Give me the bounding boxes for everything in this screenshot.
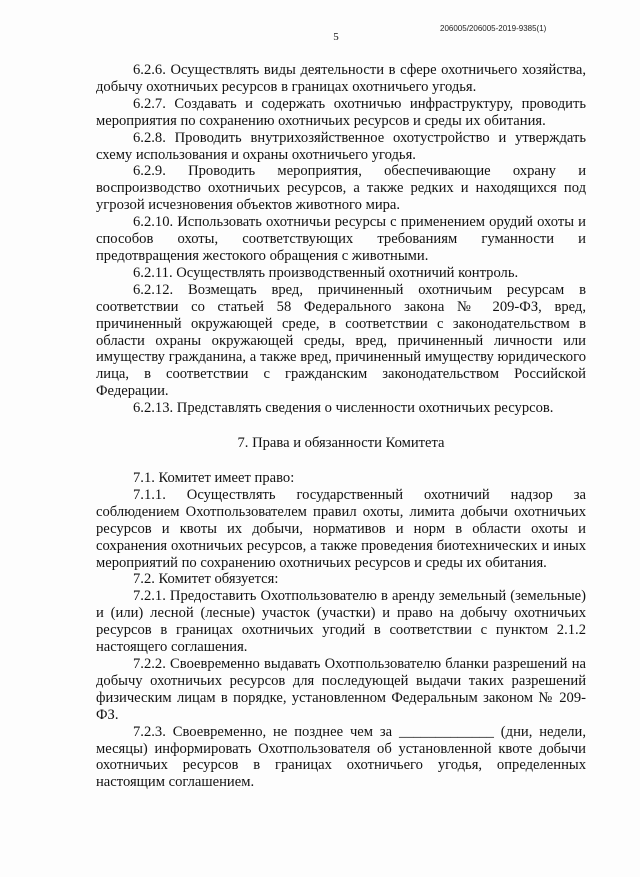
page-number: 5 — [333, 31, 339, 43]
paragraph-6-2-9: 6.2.9. Проводить мероприятия, обеспечивающие охрану и воспроизводство охотничьих ресурсов, а также редких и находящихся под угрозой исчезновения объектов животного мира. — [96, 163, 586, 214]
paragraph-7-1: 7.1. Комитет имеет право: — [133, 470, 295, 487]
paragraph-7-2: 7.2. Комитет обязуется: — [133, 571, 279, 588]
document-body — [96, 62, 586, 791]
paragraph-6-2-8: 6.2.8. Проводить внутрихозяйственное охотустройство и утверждать схему использования и охраны охотничьего угодья. — [96, 129, 586, 163]
paragraph-6-2-7: 6.2.7. Создавать и содержать охотничью инфраструктуру, проводить мероприятия по сохранению охотничьих ресурсов и среды их обитания. — [96, 95, 586, 129]
paragraph-7-2-1: 7.2.1. Предоставить Охотпользователю в аренду земельный (земельные) и (или) лесной (лесные) участок (участки) и право на добычу охотничьих ресурсов в границах охотничьих угодий в соответствии с пунктом 2.1.2 настоящего соглашения. — [96, 588, 586, 656]
paragraph-6-2-13: 6.2.13. Представлять сведения о численности охотничьих ресурсов. — [133, 400, 554, 417]
paragraph-7-2-2: 7.2.2. Своевременно выдавать Охотпользователю бланки разрешений на добычу охотничьих ресурсов для последующей выдачи таких разрешений физическим лицам в порядке, установленном Федеральным законом № 209-ФЗ. — [96, 656, 586, 723]
paragraph-7-2-3: 7.2.3. Своевременно, не позднее чем за _____________ (дни, недели, месяцы) информировать Охотпользователя об установленной квоте добычи охотничьих ресурсов в границах охотничьего угодья, определенных настоящим соглашением. — [96, 723, 586, 791]
paragraph-6-2-11: 6.2.11. Осуществлять производственный охотничий контроль. — [133, 264, 519, 281]
paragraph-6-2-10: 6.2.10. Использовать охотничьи ресурсы с применением орудий охоты и способов охоты, соответствующих требованиям гуманности и предотвращения жестокого обращения с животными. — [96, 214, 586, 264]
paragraph-7-1-1: 7.1.1. Осуществлять государственный охотничий надзор за соблюдением Охотпользователем правил охоты, лимита добычи охотничьих ресурсов и квоты их добычи, нормативов и норм в области охоты и сохранения охотничьих ресурсов, а также проведения биотехнических и иных мероприятий по сохранению охотничьих ресурсов и среды их обитания. — [96, 486, 586, 571]
paragraph-6-2-6: 6.2.6. Осуществлять виды деятельности в сфере охотничьего хозяйства, добычу охотничьих ресурсов в границах охотничьего угодья. — [96, 62, 586, 95]
document-id: 206005/206005-2019-9385(1) — [440, 24, 547, 33]
paragraph-6-2-12: 6.2.12. Возмещать вред, причиненный охотничьим ресурсам в соответствии со статьей 58 Федерального закона № 209-ФЗ, вред, причиненный окружающей среде, в соответствии с законодательством в области охраны окружающей среды, вред, причиненный личности или имуществу гражданина, а также вред, причиненный имуществу юридического лица, в соответствии с гражданским законодательством Российской Федерации. — [96, 281, 586, 400]
section-heading: 7. Права и обязанности Комитета — [237, 435, 445, 452]
